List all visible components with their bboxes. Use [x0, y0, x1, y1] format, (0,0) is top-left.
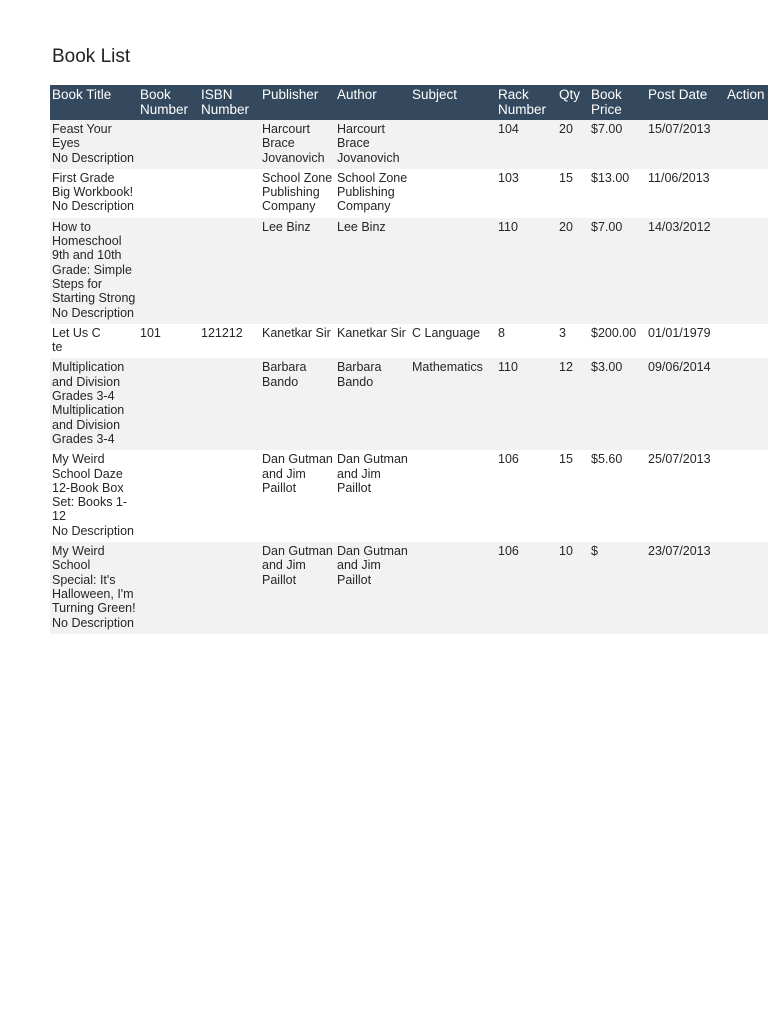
qty-cell: 15	[557, 450, 589, 542]
publisher-cell: Dan Gutman and Jim Paillot	[260, 542, 335, 634]
action-cell	[725, 218, 768, 324]
subject-cell	[410, 218, 496, 324]
publisher-cell: Kanetkar Sir	[260, 324, 335, 359]
author-cell: Lee Binz	[335, 218, 410, 324]
rack-number-cell: 103	[496, 169, 557, 218]
column-header: Author	[335, 85, 410, 120]
book-title-cell	[50, 450, 138, 542]
author-cell: Barbara Bando	[335, 358, 410, 450]
book-number-cell	[138, 169, 199, 218]
post-date-cell: 25/07/2013	[646, 450, 725, 542]
column-header: Rack Number	[496, 85, 557, 120]
publisher-cell: Dan Gutman and Jim Paillot	[260, 450, 335, 542]
book-title-cell	[50, 218, 138, 324]
table-row	[50, 542, 768, 634]
book-title-cell	[50, 169, 138, 218]
book-title: My Weird School Daze 12-Book Box Set: Books 1-12	[52, 452, 128, 524]
column-header: Book Title	[50, 85, 138, 120]
post-date-cell: 23/07/2013	[646, 542, 725, 634]
author-cell: Dan Gutman and Jim Paillot	[335, 542, 410, 634]
table-row	[50, 169, 768, 218]
column-header: Publisher	[260, 85, 335, 120]
table-row	[50, 120, 768, 169]
qty-cell: 10	[557, 542, 589, 634]
header-row	[50, 85, 768, 120]
column-header: Subject	[410, 85, 496, 120]
book-number-cell	[138, 358, 199, 450]
book-price-cell: $3.00	[589, 358, 646, 450]
rack-number-cell: 8	[496, 324, 557, 359]
isbn-number-cell	[199, 358, 260, 450]
qty-cell: 20	[557, 218, 589, 324]
post-date-cell: 09/06/2014	[646, 358, 725, 450]
table-row	[50, 358, 768, 450]
column-header: Action	[725, 85, 768, 120]
book-price-cell: $7.00	[589, 120, 646, 169]
book-title-cell	[50, 324, 138, 359]
action-cell	[725, 358, 768, 450]
book-title: My Weird School Special: It's Halloween, I'm Turning Green!	[52, 544, 136, 616]
book-title: First Grade Big Workbook!	[52, 170, 134, 200]
book-price-cell: $5.60	[589, 450, 646, 542]
qty-cell: 20	[557, 120, 589, 169]
column-header: Book Number	[138, 85, 199, 120]
post-date-cell: 11/06/2013	[646, 169, 725, 218]
page-title: Book List	[52, 46, 131, 67]
isbn-number-cell: 121212	[199, 324, 260, 359]
qty-cell: 15	[557, 169, 589, 218]
column-header: Post Date	[646, 85, 725, 120]
column-header: Book Price	[589, 85, 646, 120]
table-row	[50, 218, 768, 324]
book-description: No Description	[52, 523, 134, 538]
action-cell	[725, 120, 768, 169]
action-cell	[725, 542, 768, 634]
author-cell: Harcourt Brace Jovanovich	[335, 120, 410, 169]
column-header: Qty	[557, 85, 589, 120]
post-date-cell: 15/07/2013	[646, 120, 725, 169]
isbn-number-cell	[199, 169, 260, 218]
rack-number-cell: 106	[496, 450, 557, 542]
book-number-cell	[138, 120, 199, 169]
book-table	[50, 85, 768, 634]
book-number-cell	[138, 218, 199, 324]
qty-cell: 12	[557, 358, 589, 450]
rack-number-cell: 110	[496, 218, 557, 324]
subject-cell	[410, 120, 496, 169]
book-description: No Description	[52, 199, 134, 214]
book-title-cell	[50, 358, 138, 450]
column-header: ISBN Number	[199, 85, 260, 120]
book-description: No Description	[52, 305, 134, 320]
book-description: te	[52, 340, 63, 355]
subject-cell	[410, 450, 496, 542]
publisher-cell: Lee Binz	[260, 218, 335, 324]
publisher-cell: Barbara Bando	[260, 358, 335, 450]
rack-number-cell: 110	[496, 358, 557, 450]
qty-cell: 3	[557, 324, 589, 359]
subject-cell: C Language	[410, 324, 496, 359]
book-number-cell	[138, 450, 199, 542]
book-description: No Description	[52, 615, 134, 630]
book-price-cell: $	[589, 542, 646, 634]
author-cell: School Zone Publishing Company	[335, 169, 410, 218]
post-date-cell: 01/01/1979	[646, 324, 725, 359]
subject-cell: Mathematics	[410, 358, 496, 450]
action-cell	[725, 450, 768, 542]
author-cell: Kanetkar Sir	[335, 324, 410, 359]
table-row	[50, 450, 768, 542]
book-price-cell: $200.00	[589, 324, 646, 359]
book-title: How to Homeschool 9th and 10th Grade: Simple Steps for Starting Strong	[52, 219, 136, 306]
subject-cell	[410, 542, 496, 634]
book-title: Multiplication and Division Grades 3-4	[52, 360, 125, 404]
rack-number-cell: 106	[496, 542, 557, 634]
rack-number-cell: 104	[496, 120, 557, 169]
book-title: Feast Your Eyes	[52, 122, 112, 151]
book-number-cell	[138, 542, 199, 634]
publisher-cell: School Zone Publishing Company	[260, 169, 335, 218]
book-description: Multiplication and Division Grades 3-4	[52, 403, 125, 446]
isbn-number-cell	[199, 542, 260, 634]
book-description: No Description	[52, 150, 134, 165]
book-number-cell: 101	[138, 324, 199, 359]
author-cell: Dan Gutman and Jim Paillot	[335, 450, 410, 542]
isbn-number-cell	[199, 218, 260, 324]
subject-cell	[410, 169, 496, 218]
action-cell	[725, 169, 768, 218]
table-header	[50, 85, 768, 120]
publisher-cell: Harcourt Brace Jovanovich	[260, 120, 335, 169]
isbn-number-cell	[199, 450, 260, 542]
book-price-cell: $7.00	[589, 218, 646, 324]
table-body	[50, 120, 768, 634]
post-date-cell: 14/03/2012	[646, 218, 725, 324]
isbn-number-cell	[199, 120, 260, 169]
table-row	[50, 324, 768, 359]
book-title-cell	[50, 542, 138, 634]
book-price-cell: $13.00	[589, 169, 646, 218]
action-cell	[725, 324, 768, 359]
book-title-cell	[50, 120, 138, 169]
book-title: Let Us C	[52, 325, 101, 340]
